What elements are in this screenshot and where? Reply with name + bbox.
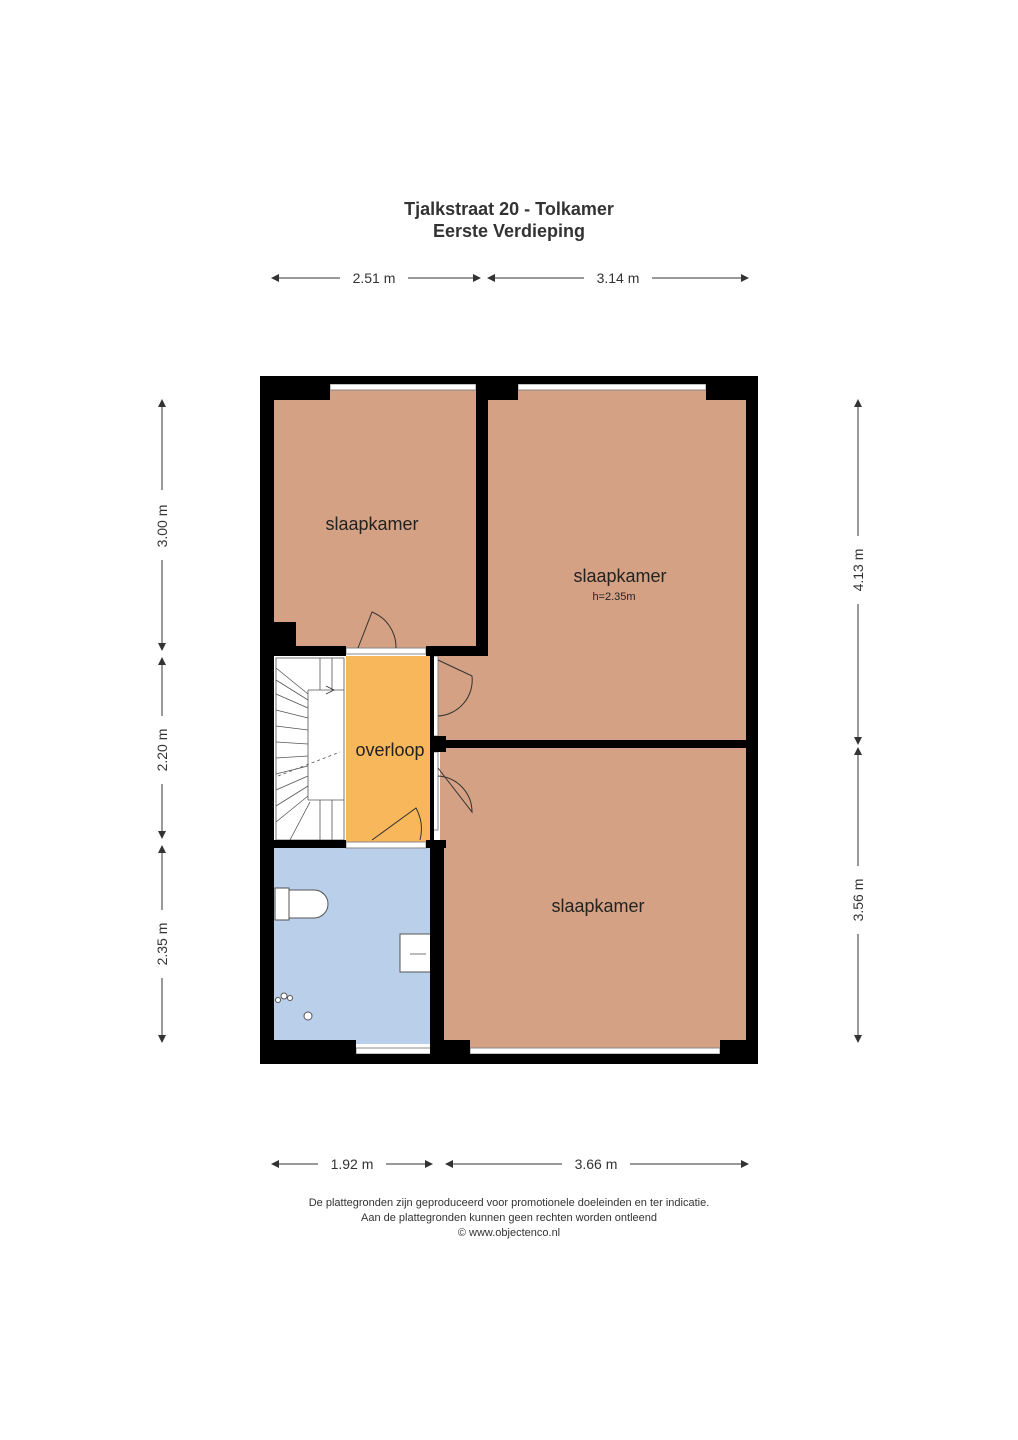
- dimension-label-right-bottom: 3.56 m: [850, 878, 866, 922]
- dimension-right-bottom: [850, 748, 866, 1042]
- room-label-landing: overloop: [355, 740, 425, 760]
- room-label-bedroom-top-right: slaapkamer: [573, 566, 667, 586]
- dimension-label-left-bottom: 2.35 m: [154, 922, 170, 966]
- dimension-left-middle: [154, 658, 170, 838]
- copyright-link[interactable]: © www.objectenco.nl: [457, 1227, 561, 1239]
- dimension-top-left: [272, 270, 480, 286]
- room-bedroom-top-right-ext: [438, 648, 498, 742]
- dimension-label-left-middle: 2.20 m: [154, 728, 170, 772]
- dimension-top-right: [488, 270, 748, 286]
- room-height-label: h=2.35m: [592, 591, 636, 603]
- dimension-bottom-right: [446, 1156, 748, 1172]
- dimension-label-left-top: 3.00 m: [154, 504, 170, 548]
- dimension-left-top: [154, 400, 170, 650]
- dimension-label-top-right: 3.14 m: [596, 270, 640, 286]
- disclaimer-line-1: De plattegronden zijn geproduceerd voor promotionele doeleinden en ter indicatie.: [308, 1197, 710, 1209]
- dimension-left-bottom: [154, 846, 170, 1042]
- disclaimer-line-2: Aan de plattegronden kunnen geen rechten worden ontleend: [360, 1212, 657, 1224]
- sink-icon: [400, 934, 432, 972]
- dimension-label-right-top: 4.13 m: [850, 548, 866, 592]
- dimension-label-top-left: 2.51 m: [352, 270, 396, 286]
- dimension-bottom-left: [272, 1156, 432, 1172]
- toilet-icon: [275, 888, 328, 920]
- room-label-bedroom-top-left: slaapkamer: [325, 514, 419, 534]
- plan-subtitle: Eerste Verdieping: [432, 221, 586, 241]
- dimension-label-bottom-left: 1.92 m: [330, 1156, 374, 1172]
- plan-title: Tjalkstraat 20 - Tolkamer: [404, 199, 614, 219]
- room-stairs: [274, 656, 346, 842]
- dimension-label-bottom-right: 3.66 m: [574, 1156, 618, 1172]
- dimension-right-top: [850, 400, 866, 744]
- room-label-bedroom-bottom-right: slaapkamer: [551, 896, 645, 916]
